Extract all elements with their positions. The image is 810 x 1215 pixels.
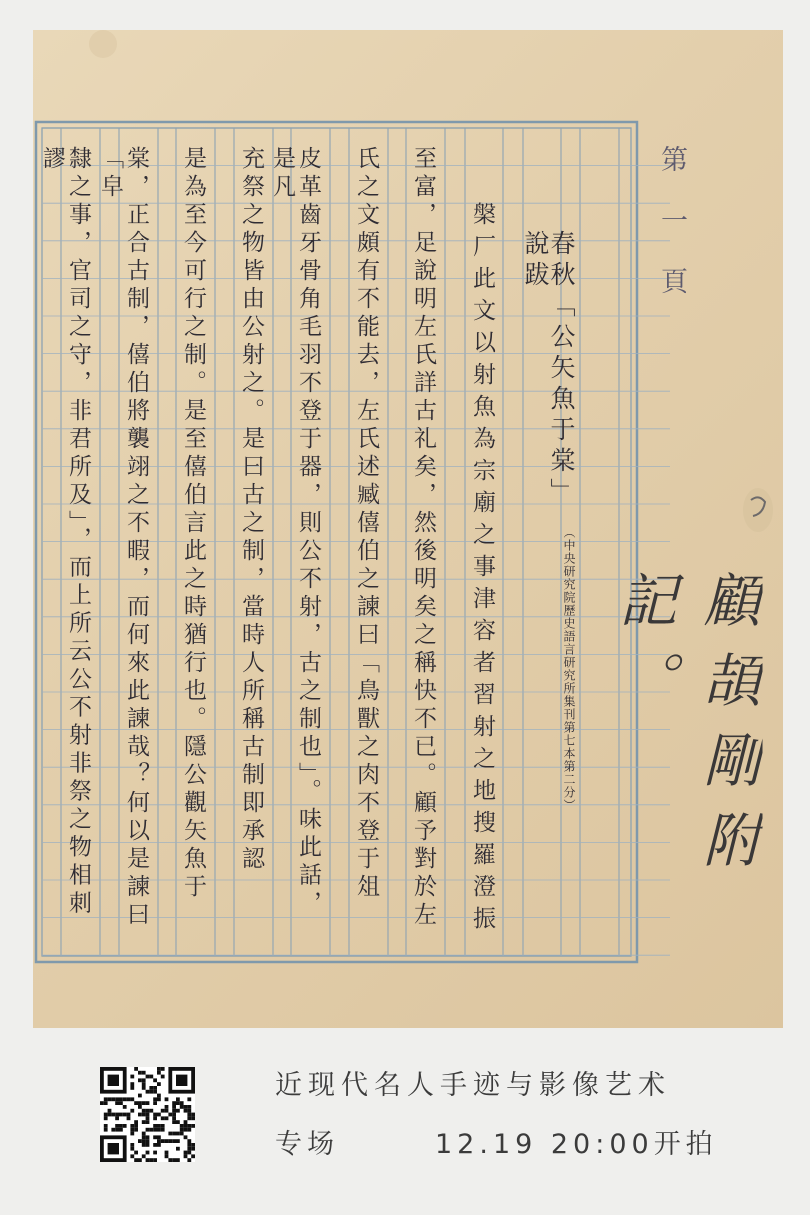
manuscript-column-4: 皮革齒牙骨角毛羽不登于器，則公不射，古之制也」。味此話，是凡: [269, 146, 321, 919]
event-title: 近现代名人手迹与影像艺术: [275, 1070, 671, 1101]
event-schedule: [275, 1122, 775, 1161]
manuscript-column-5: 充祭之物皆由公射之。是曰古之制，當時人所稱古制即承認: [238, 146, 264, 874]
manuscript-column-6: 是為至今可行之制。是至僖伯言此之時猶行也。隱公觀矢魚于: [180, 146, 206, 902]
event-session: 专场: [275, 1129, 339, 1160]
event-time: 12.19 20:00开拍: [435, 1129, 718, 1160]
manuscript-title: 春秋「公矢魚于棠」說跋: [521, 230, 576, 509]
manuscript-source: （中央研究院歷史語言研究所集刊第七本第二分）: [562, 526, 576, 812]
manuscript-column-7: 棠，正合古制，僖伯將襲翊之不暇，而何來此諫哉？何以是諫曰「皁: [97, 146, 149, 930]
signature: 顧頡剛附記。: [609, 570, 761, 890]
qr-code-icon[interactable]: [100, 1067, 195, 1162]
manuscript-photo: [33, 30, 783, 1028]
manuscript-column-1: 槃厂此文以射魚為宗廟之事津容者習射之地搜羅澄振: [469, 202, 495, 938]
manuscript-column-3: 氏之文頗有不能去，左氏述臧僖伯之諫曰「鳥獸之肉不登于俎: [353, 146, 379, 902]
footer-banner: [0, 1028, 810, 1215]
manuscript-column-8: 隸之事，官司之守，非君所及」，而上所云公不射非祭之物相刺謬: [39, 146, 91, 919]
page-label: 第一頁: [656, 145, 687, 328]
manuscript-column-2: 至富，足說明左氏詳古礼矣，然後明矣之稱快不已。顧予對於左: [410, 146, 436, 930]
